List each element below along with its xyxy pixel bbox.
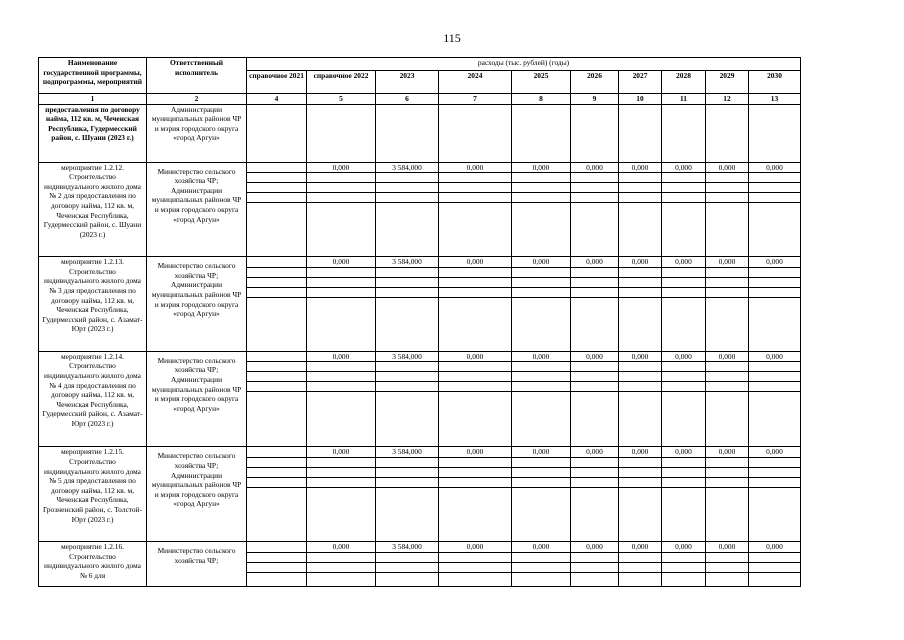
empty-cell (307, 267, 376, 277)
empty-cell (512, 382, 571, 392)
column-number: 12 (706, 94, 749, 105)
value-cell: 0,000 (571, 447, 619, 458)
header-year: 2028 (662, 71, 706, 94)
empty-cell (662, 457, 706, 467)
empty-cell (619, 477, 662, 487)
activity-name: мероприятие 1.2.14. Строительство индивидуального жилого дома № 4 для предоставления по договору найма, 112 кв. м, Чеченская Республика, Гудермесский район, с. Азамат-Юрт (2023 г.) (39, 351, 147, 447)
empty-cell (512, 572, 571, 586)
header-year: 2029 (706, 71, 749, 94)
value-cell: 0,000 (662, 162, 706, 173)
empty-cell (512, 467, 571, 477)
activity-name: предоставления по договору найма, 112 кв. м, Чеченская Республика, Гудермесский район, с. Шуани (2023 г.) (39, 104, 147, 162)
value-cell: 0,000 (749, 351, 801, 362)
empty-cell (706, 183, 749, 193)
empty-cell (571, 572, 619, 586)
column-number: 6 (376, 94, 439, 105)
empty-cell (571, 362, 619, 372)
empty-cell (247, 467, 307, 477)
value-cell: 0,000 (619, 541, 662, 552)
value-cell: 0,000 (571, 162, 619, 173)
empty-cell (571, 487, 619, 541)
empty-cell (749, 183, 801, 193)
activity-row (39, 351, 801, 362)
activity-row (39, 257, 801, 268)
empty-cell (439, 572, 512, 586)
value-cell: 0,000 (512, 541, 571, 552)
value-cell: 3 584,000 (376, 541, 439, 552)
empty-cell (307, 572, 376, 586)
value-cell: 0,000 (662, 447, 706, 458)
responsible-executor: Администрации муниципальных районов ЧР и мэрия городского округа «город Аргун» (147, 104, 247, 162)
value-cell: 0,000 (619, 351, 662, 362)
empty-cell (439, 203, 512, 257)
empty-cell (706, 572, 749, 586)
empty-cell (376, 173, 439, 183)
empty-cell (749, 552, 801, 562)
value-cell: 0,000 (749, 162, 801, 173)
empty-cell (662, 552, 706, 562)
value-cell: 0,000 (307, 257, 376, 268)
empty-cell (571, 193, 619, 203)
empty-cell (307, 392, 376, 447)
empty-cell (439, 467, 512, 477)
responsible-executor: Министерство сельского хозяйства ЧР; Администрации муниципальных районов ЧР и мэрия городского округа «город Аргун» (147, 351, 247, 447)
empty-cell (512, 183, 571, 193)
header-year: 2027 (619, 71, 662, 94)
empty-cell (247, 193, 307, 203)
empty-cell (376, 562, 439, 572)
empty-cell (706, 457, 749, 467)
empty-cell (439, 267, 512, 277)
column-number: 7 (439, 94, 512, 105)
value-cell: 0,000 (439, 351, 512, 362)
empty-cell (376, 572, 439, 586)
value-cell (619, 104, 662, 162)
empty-cell (706, 287, 749, 297)
responsible-executor: Министерство сельского хозяйства ЧР; (147, 541, 247, 586)
empty-cell (619, 392, 662, 447)
activity-row (39, 162, 801, 173)
value-cell: 0,000 (439, 257, 512, 268)
empty-cell (662, 562, 706, 572)
empty-cell (749, 382, 801, 392)
empty-cell (619, 572, 662, 586)
empty-cell (247, 382, 307, 392)
empty-cell (512, 552, 571, 562)
empty-cell (439, 287, 512, 297)
empty-cell (749, 362, 801, 372)
value-cell: 3 584,000 (376, 351, 439, 362)
empty-cell (247, 287, 307, 297)
empty-cell (619, 267, 662, 277)
empty-cell (512, 287, 571, 297)
empty-cell (749, 287, 801, 297)
column-number: 2 (147, 94, 247, 105)
empty-cell (439, 173, 512, 183)
empty-cell (749, 457, 801, 467)
empty-cell (376, 362, 439, 372)
empty-cell (619, 372, 662, 382)
value-cell: 0,000 (662, 257, 706, 268)
empty-cell (706, 552, 749, 562)
responsible-executor: Министерство сельского хозяйства ЧР; Администрации муниципальных районов ЧР и мэрия городского округа «город Аргун» (147, 162, 247, 257)
header-year: 2025 (512, 71, 571, 94)
value-cell: 0,000 (307, 541, 376, 552)
value-cell: 0,000 (619, 162, 662, 173)
header-year: 2026 (571, 71, 619, 94)
column-number: 9 (571, 94, 619, 105)
empty-cell (619, 297, 662, 351)
empty-cell (439, 297, 512, 351)
empty-cell (662, 467, 706, 477)
empty-cell (571, 183, 619, 193)
column-number: 4 (247, 94, 307, 105)
header-year: 2030 (749, 71, 801, 94)
empty-cell (376, 487, 439, 541)
value-cell (307, 104, 376, 162)
empty-cell (749, 487, 801, 541)
empty-cell (439, 552, 512, 562)
empty-cell (706, 203, 749, 257)
header-year: справочное 2021 (247, 71, 307, 94)
empty-cell (439, 487, 512, 541)
budget-table (38, 57, 801, 587)
empty-cell (307, 457, 376, 467)
value-cell (749, 104, 801, 162)
empty-cell (512, 457, 571, 467)
empty-cell (512, 372, 571, 382)
empty-cell (439, 392, 512, 447)
empty-cell (571, 392, 619, 447)
empty-cell (307, 362, 376, 372)
value-cell: 0,000 (571, 257, 619, 268)
column-number: 1 (39, 94, 147, 105)
value-cell: 0,000 (307, 162, 376, 173)
empty-cell (571, 372, 619, 382)
empty-cell (376, 267, 439, 277)
column-number: 11 (662, 94, 706, 105)
value-cell: 0,000 (706, 162, 749, 173)
value-cell (662, 104, 706, 162)
empty-cell (512, 193, 571, 203)
empty-cell (307, 467, 376, 477)
value-cell: 0,000 (749, 447, 801, 458)
value-cell (247, 104, 307, 162)
empty-cell (662, 382, 706, 392)
empty-cell (619, 552, 662, 562)
empty-cell (376, 382, 439, 392)
value-cell: 0,000 (512, 351, 571, 362)
empty-cell (307, 193, 376, 203)
value-cell (247, 257, 307, 268)
empty-cell (571, 562, 619, 572)
column-number: 5 (307, 94, 376, 105)
empty-cell (706, 277, 749, 287)
empty-cell (439, 277, 512, 287)
empty-cell (662, 287, 706, 297)
empty-cell (439, 372, 512, 382)
empty-cell (439, 193, 512, 203)
value-cell (439, 104, 512, 162)
header-name-column: Наименование государственной программы, подпрограммы, мероприятий (39, 58, 147, 94)
empty-cell (619, 193, 662, 203)
value-cell: 0,000 (512, 447, 571, 458)
empty-cell (376, 193, 439, 203)
empty-cell (619, 183, 662, 193)
value-cell: 3 584,000 (376, 162, 439, 173)
value-cell: 0,000 (662, 351, 706, 362)
empty-cell (706, 477, 749, 487)
empty-cell (512, 173, 571, 183)
empty-cell (662, 372, 706, 382)
value-cell: 0,000 (706, 447, 749, 458)
empty-cell (571, 173, 619, 183)
empty-cell (376, 457, 439, 467)
empty-cell (247, 183, 307, 193)
header-year: справочное 2022 (307, 71, 376, 94)
empty-cell (662, 477, 706, 487)
activity-name: мероприятие 1.2.15. Строительство индивидуального жилого дома № 5 для предоставления по договору найма, 112 кв. м, Чеченская Республика, Грозненский район, с. Толстой-Юрт (2023 г.) (39, 447, 147, 542)
empty-cell (571, 382, 619, 392)
empty-cell (749, 277, 801, 287)
value-cell: 0,000 (571, 541, 619, 552)
empty-cell (749, 572, 801, 586)
column-number-row (39, 94, 801, 105)
empty-cell (706, 392, 749, 447)
header-expenses: расходы (тыс. рублей) (годы) (247, 58, 801, 71)
empty-cell (376, 203, 439, 257)
activity-name: мероприятие 1.2.16. Строительство индивидуального жилого дома № 6 для (39, 541, 147, 586)
value-cell (571, 104, 619, 162)
activity-name: мероприятие 1.2.13. Строительство индивидуального жилого дома № 3 для предоставления по договору найма, 112 кв. м, Чеченская Республика, Гудермесский район, с. Азамат-Юрт (2023 г.) (39, 257, 147, 352)
continued-row (39, 104, 801, 162)
empty-cell (706, 193, 749, 203)
empty-cell (439, 457, 512, 467)
header-row-1 (39, 58, 801, 71)
empty-cell (706, 362, 749, 372)
empty-cell (662, 392, 706, 447)
column-number: 8 (512, 94, 571, 105)
empty-cell (706, 297, 749, 351)
empty-cell (512, 562, 571, 572)
empty-cell (571, 457, 619, 467)
page-number: 115 (443, 31, 461, 45)
empty-cell (247, 297, 307, 351)
value-cell: 0,000 (749, 257, 801, 268)
empty-cell (706, 487, 749, 541)
empty-cell (662, 173, 706, 183)
empty-cell (307, 183, 376, 193)
value-cell (512, 104, 571, 162)
activity-name: мероприятие 1.2.12. Строительство индивидуального жилого дома № 2 для предоставления по договору найма, 112 кв. м, Чеченская Республика, Гудермесский район, с. Шуани (2023 г.) (39, 162, 147, 257)
empty-cell (247, 487, 307, 541)
empty-cell (439, 562, 512, 572)
empty-cell (619, 457, 662, 467)
header-year: 2023 (376, 71, 439, 94)
empty-cell (247, 572, 307, 586)
value-cell (247, 541, 307, 552)
empty-cell (749, 193, 801, 203)
empty-cell (512, 203, 571, 257)
empty-cell (749, 267, 801, 277)
empty-cell (749, 477, 801, 487)
empty-cell (247, 477, 307, 487)
empty-cell (749, 467, 801, 477)
empty-cell (571, 477, 619, 487)
empty-cell (706, 267, 749, 277)
empty-cell (571, 287, 619, 297)
value-cell (247, 447, 307, 458)
value-cell: 0,000 (619, 447, 662, 458)
activity-row (39, 447, 801, 458)
value-cell: 0,000 (512, 257, 571, 268)
empty-cell (307, 562, 376, 572)
empty-cell (376, 287, 439, 297)
empty-cell (512, 362, 571, 372)
empty-cell (571, 297, 619, 351)
empty-cell (749, 392, 801, 447)
empty-cell (376, 183, 439, 193)
empty-cell (662, 193, 706, 203)
value-cell: 0,000 (307, 447, 376, 458)
responsible-executor: Министерство сельского хозяйства ЧР; Администрации муниципальных районов ЧР и мэрия городского округа «город Аргун» (147, 447, 247, 542)
empty-cell (247, 552, 307, 562)
empty-cell (307, 287, 376, 297)
empty-cell (247, 562, 307, 572)
empty-cell (706, 173, 749, 183)
value-cell (376, 104, 439, 162)
empty-cell (439, 362, 512, 372)
empty-cell (662, 297, 706, 351)
empty-cell (619, 487, 662, 541)
header-responsible-column: Ответственный исполнитель (147, 58, 247, 94)
empty-cell (307, 372, 376, 382)
empty-cell (706, 467, 749, 477)
value-cell: 0,000 (619, 257, 662, 268)
value-cell: 0,000 (512, 162, 571, 173)
empty-cell (619, 203, 662, 257)
value-cell: 3 584,000 (376, 447, 439, 458)
empty-cell (376, 297, 439, 351)
value-cell: 0,000 (706, 351, 749, 362)
value-cell: 0,000 (706, 541, 749, 552)
empty-cell (247, 457, 307, 467)
empty-cell (662, 362, 706, 372)
empty-cell (376, 477, 439, 487)
empty-cell (619, 277, 662, 287)
empty-cell (749, 372, 801, 382)
empty-cell (376, 372, 439, 382)
empty-cell (571, 267, 619, 277)
empty-cell (512, 477, 571, 487)
empty-cell (512, 297, 571, 351)
empty-cell (662, 267, 706, 277)
value-cell: 0,000 (439, 447, 512, 458)
empty-cell (512, 267, 571, 277)
value-cell: 0,000 (439, 162, 512, 173)
empty-cell (571, 552, 619, 562)
empty-cell (619, 173, 662, 183)
empty-cell (619, 562, 662, 572)
value-cell (247, 162, 307, 173)
empty-cell (307, 382, 376, 392)
value-cell: 0,000 (749, 541, 801, 552)
empty-cell (439, 382, 512, 392)
empty-cell (571, 467, 619, 477)
empty-cell (376, 552, 439, 562)
value-cell: 0,000 (662, 541, 706, 552)
empty-cell (376, 392, 439, 447)
empty-cell (619, 382, 662, 392)
empty-cell (307, 277, 376, 287)
empty-cell (662, 487, 706, 541)
value-cell: 0,000 (439, 541, 512, 552)
empty-cell (247, 392, 307, 447)
empty-cell (512, 392, 571, 447)
empty-cell (307, 173, 376, 183)
empty-cell (247, 173, 307, 183)
empty-cell (706, 382, 749, 392)
empty-cell (749, 173, 801, 183)
value-cell (247, 351, 307, 362)
empty-cell (706, 372, 749, 382)
empty-cell (247, 277, 307, 287)
empty-cell (749, 203, 801, 257)
column-number: 10 (619, 94, 662, 105)
empty-cell (247, 362, 307, 372)
activity-row (39, 541, 801, 552)
empty-cell (619, 362, 662, 372)
value-cell: 0,000 (571, 351, 619, 362)
empty-cell (571, 203, 619, 257)
empty-cell (662, 572, 706, 586)
empty-cell (247, 267, 307, 277)
empty-cell (247, 203, 307, 257)
empty-cell (307, 552, 376, 562)
empty-cell (376, 277, 439, 287)
empty-cell (662, 277, 706, 287)
empty-cell (662, 183, 706, 193)
responsible-executor: Министерство сельского хозяйства ЧР; Администрации муниципальных районов ЧР и мэрия городского округа «город Аргун» (147, 257, 247, 352)
empty-cell (439, 183, 512, 193)
value-cell: 3 584,000 (376, 257, 439, 268)
empty-cell (749, 562, 801, 572)
empty-cell (247, 372, 307, 382)
empty-cell (512, 487, 571, 541)
column-number: 13 (749, 94, 801, 105)
empty-cell (307, 203, 376, 257)
empty-cell (439, 477, 512, 487)
empty-cell (307, 487, 376, 541)
value-cell (706, 104, 749, 162)
empty-cell (662, 203, 706, 257)
empty-cell (512, 277, 571, 287)
empty-cell (571, 277, 619, 287)
empty-cell (619, 287, 662, 297)
empty-cell (749, 297, 801, 351)
empty-cell (619, 467, 662, 477)
header-year: 2024 (439, 71, 512, 94)
empty-cell (376, 467, 439, 477)
empty-cell (706, 562, 749, 572)
empty-cell (307, 297, 376, 351)
value-cell: 0,000 (307, 351, 376, 362)
value-cell: 0,000 (706, 257, 749, 268)
empty-cell (307, 477, 376, 487)
